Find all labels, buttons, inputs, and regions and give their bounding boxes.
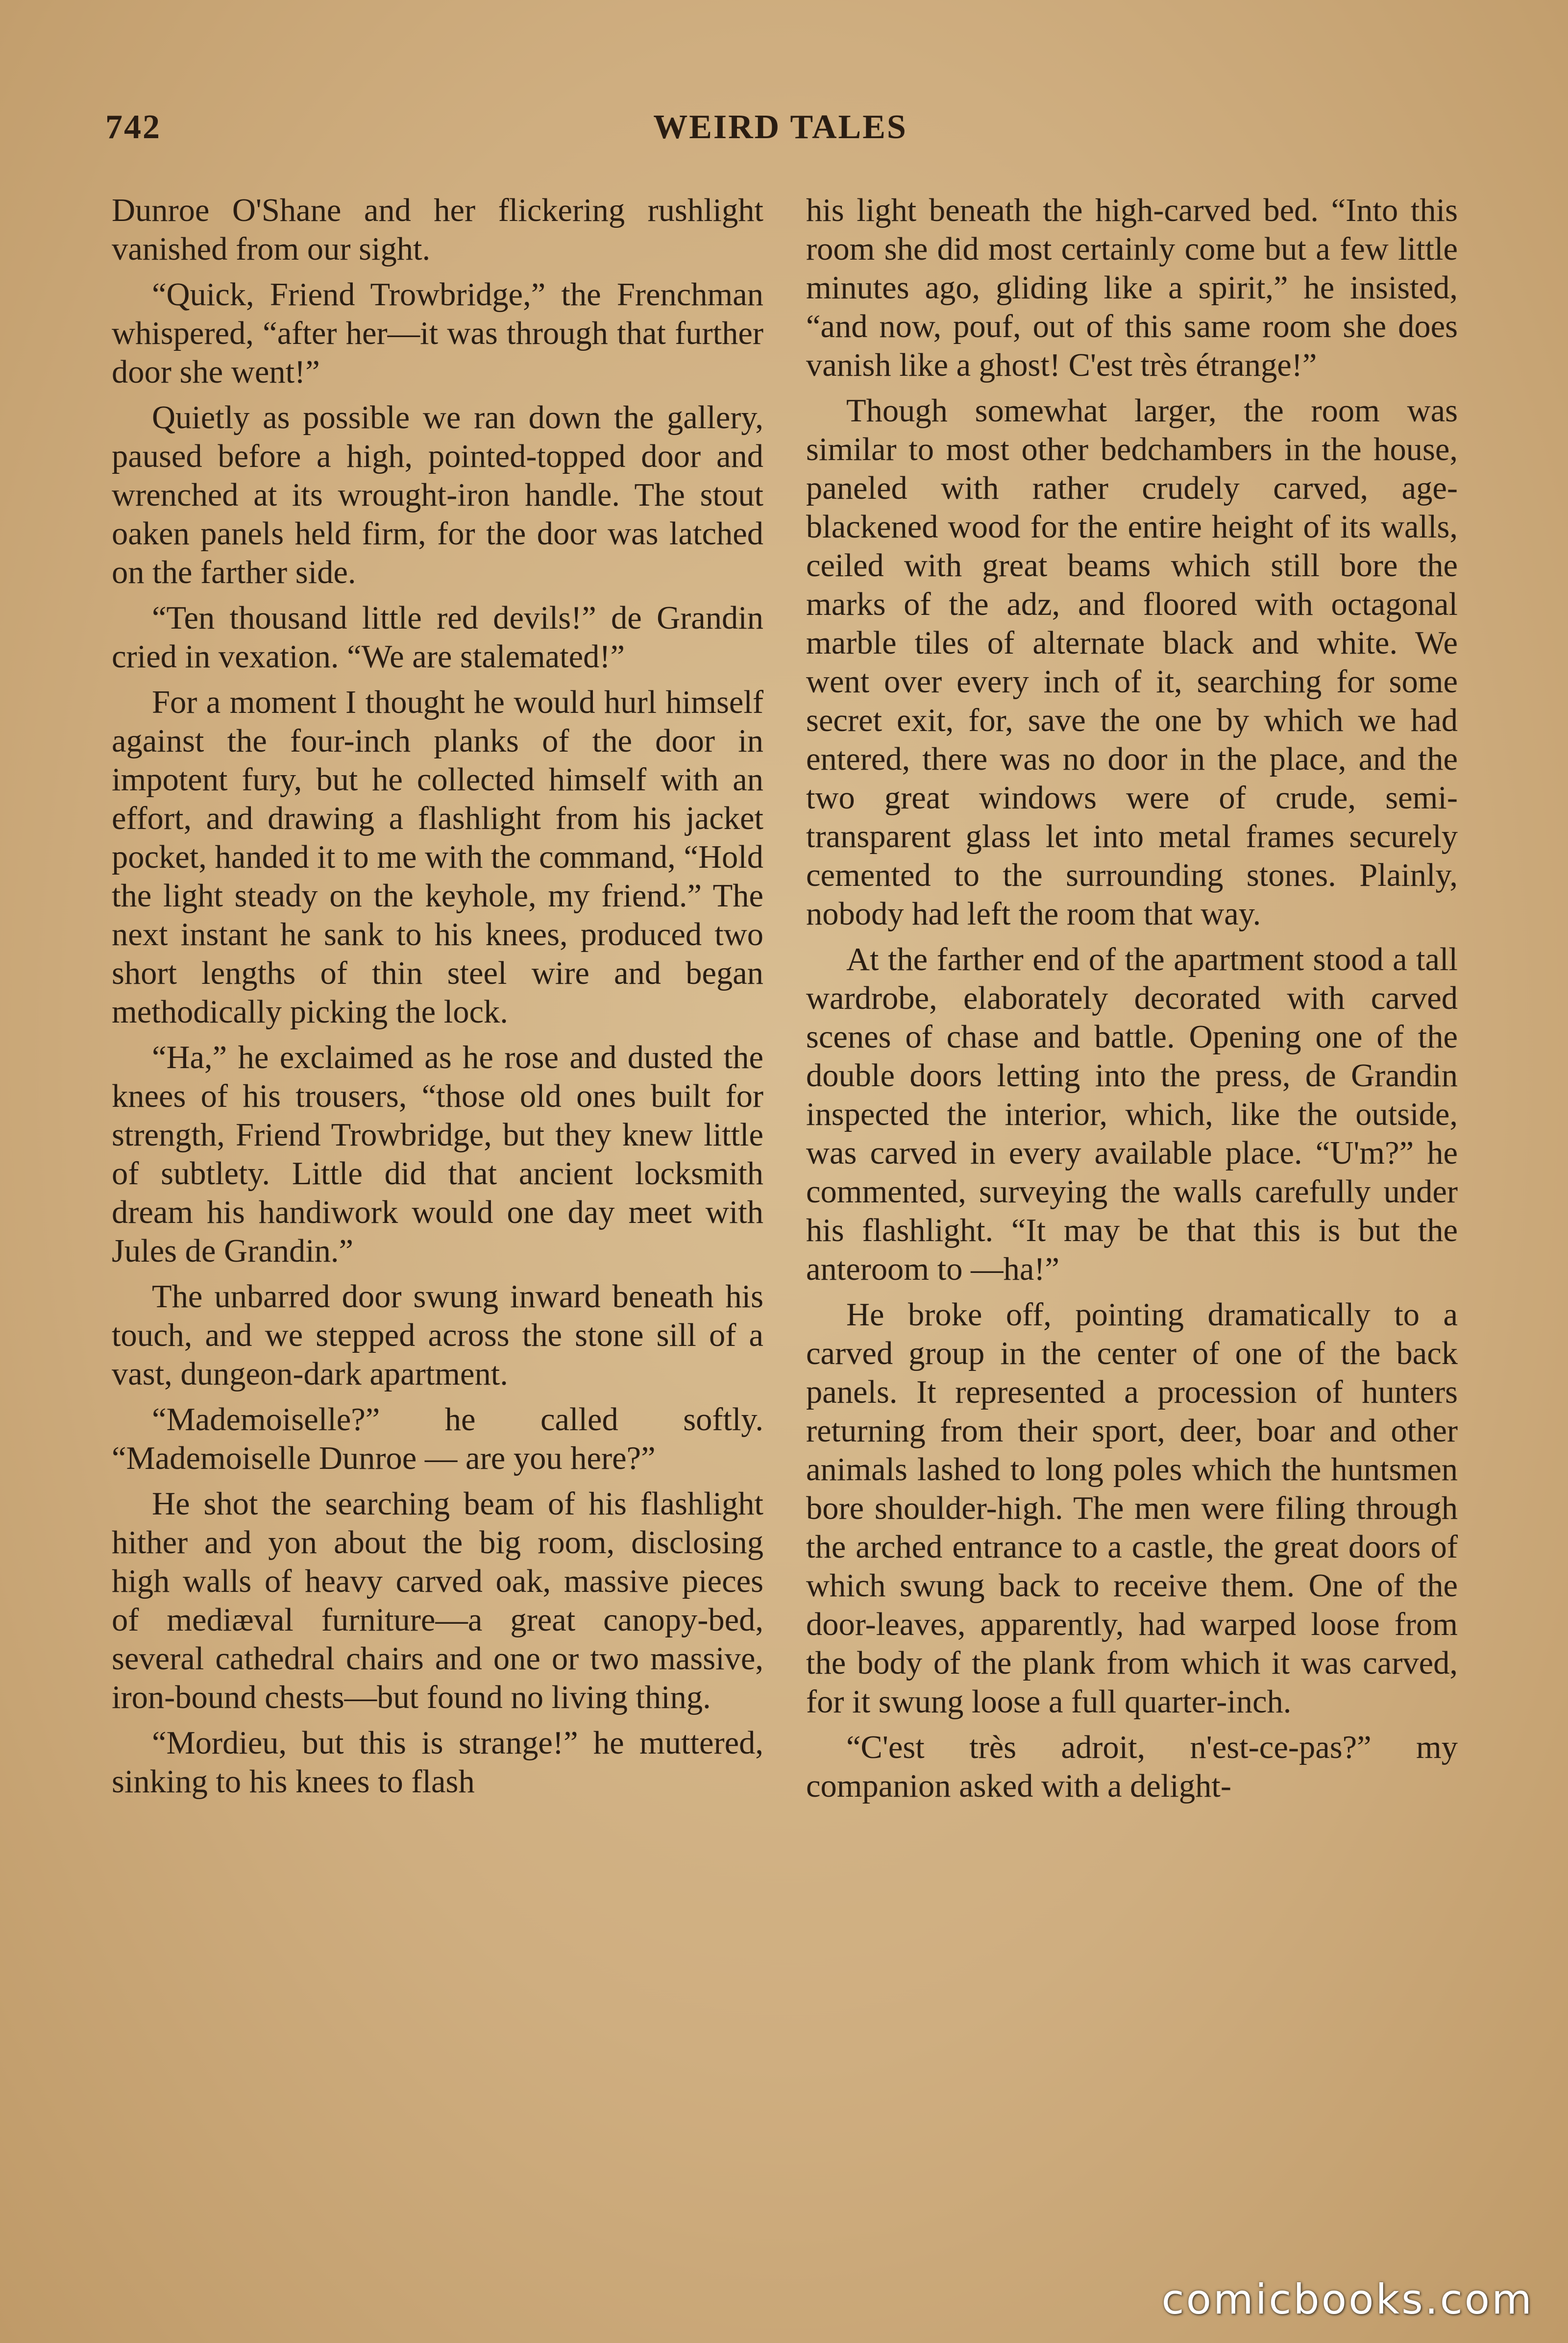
paragraph: For a moment I thought he would hurl himself against the four-inch planks of the door in impotent fury, but he collected himself with an effort, and drawing a flashlight from his jacket pocket, handed it to me with the command, “Hold the light steady on the keyhole, my friend.” The next instant he sank to his knees, produced two short lengths of thin steel wire and began methodically picking the lock. — [112, 684, 763, 1030]
paragraph: “Ha,” he exclaimed as he rose and dusted the knees of his trousers, “those old ones built for strength, Friend Trowbridge, but they knew little of subtlety. Little did that ancient locksmith dream his handiwork would one day meet with Jules de Grandin.” — [112, 1040, 763, 1269]
running-title: WEIRD TALES — [653, 108, 907, 146]
watermark: comicbooks.com — [1161, 2275, 1534, 2323]
paragraph: The unbarred door swung inward beneath his touch, and we stepped across the stone sill of a vast, dungeon-dark apartment. — [112, 1279, 763, 1392]
paragraph: “C'est très adroit, n'est-ce-pas?” my companion asked with a delight- — [806, 1730, 1458, 1804]
paragraph: “Mademoiselle?” he called softly. “Mademoiselle Dunroe — are you here?” — [112, 1402, 763, 1476]
paragraph: At the farther end of the apartment stood a tall wardrobe, elaborately decorated with carved scenes of chase and battle. Opening one of the double doors letting into the press, de Grandin inspected the interior, which, like the outside, was carved in every available place. “U'm?” he commented, surveying the walls carefully under his flashlight. “It may be that this is but the anteroom to —ha!” — [806, 942, 1458, 1287]
paragraph: “Mordieu, but this is strange!” he muttered, sinking to his knees to flash — [112, 1725, 763, 1800]
paragraph: “Quick, Friend Trowbridge,” the Frenchman whispered, “after her—it was through that further door she went!” — [112, 277, 763, 390]
paragraph: Dunroe O'Shane and her flickering rushlight vanished from our sight. — [112, 193, 763, 267]
paragraph: his light beneath the high-carved bed. “Into this room she did most certainly come but a few little minutes ago, gliding like a spirit,” he insisted, “and now, pouf, out of this same room she does vanish like a ghost! C'est très étrange!” — [806, 193, 1458, 383]
paragraph: Though somewhat larger, the room was similar to most other bedchambers in the house, paneled with rather crudely carved, age-blackened wood for the entire height of its walls, ceiled with great beams which still bore the marks of the adz, and floored with octagonal marble tiles of alternate black and white. We went over every inch of it, searching for some secret exit, for, save the one by which we had entered, there was no door in the place, and the two great windows were of crude, semi-transparent glass let into metal frames securely cemented to the surrounding stones. Plainly, nobody had left the room that way. — [806, 393, 1458, 932]
paragraph: “Ten thousand little red devils!” de Grandin cried in vexation. “We are stalemated!” — [112, 600, 763, 675]
right-column — [806, 191, 1458, 1812]
paragraph: He shot the searching beam of his flashlight hither and yon about the big room, disclosing high walls of heavy carved oak, massive pieces of mediæval furniture—a great canopy-bed, several cathedral chairs and one or two massive, iron-bound chests—but found no living thing. — [112, 1486, 763, 1715]
paragraph: Quietly as possible we ran down the gallery, paused before a high, pointed-topped door and wrenched at its wrought-iron handle. The stout oaken panels held firm, for the door was latched on the farther side. — [112, 400, 763, 590]
paragraph: He broke off, pointing dramatically to a carved group in the center of one of the back panels. It represented a procession of hunters returning from their sport, deer, boar and other animals lashed to long poles which the huntsmen bore shoulder-high. The men were filing through the arched entrance to a castle, the great doors of which swung back to receive them. One of the door-leaves, apparently, had warped loose from the body of the plank from which it was carved, for it swung loose a full quarter-inch. — [806, 1297, 1458, 1720]
left-column — [112, 191, 763, 1808]
page-header — [105, 100, 1455, 154]
page-number: 742 — [105, 108, 161, 146]
